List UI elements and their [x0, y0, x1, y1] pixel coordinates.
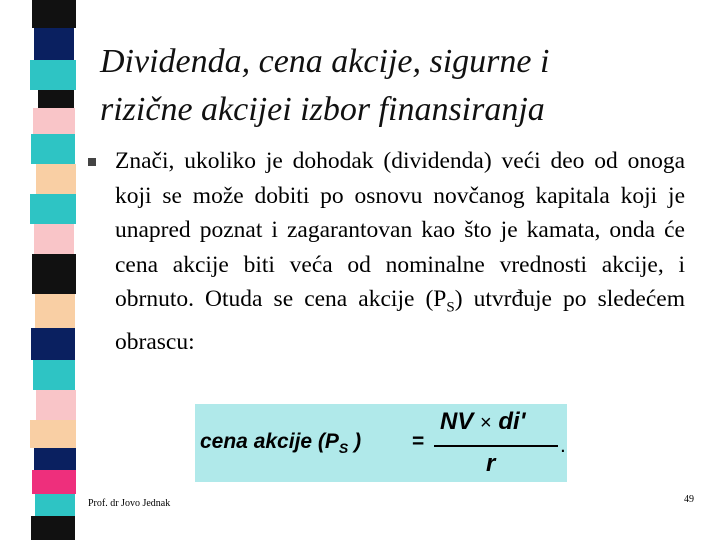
formula-lhs-text: cena akcije (P: [200, 430, 339, 453]
stock-price-formula: [200, 404, 570, 482]
formula-lhs-close: ): [348, 430, 362, 453]
bullet-text-end: ) utvrđuje po sledećem obrascu:: [115, 286, 685, 356]
footer-author: Prof. dr Jovo Jednak: [88, 498, 171, 509]
formula-equals: =: [412, 430, 425, 453]
slide-title-line-2: rizične akcijei izbor finansiranja: [100, 91, 545, 128]
formula-denominator: r: [486, 450, 496, 477]
formula-lhs-subscript: S: [338, 440, 349, 457]
formula-numerator: [440, 408, 525, 436]
slide-title: [100, 38, 700, 134]
decorative-stripe-bar: [0, 0, 80, 540]
formula-numerator-nv: NV: [440, 408, 474, 435]
bullet-text-main: Znači, ukoliko je dohodak (dividenda) veći deo od onoga koji se može dobiti po osnovu novčanog kapitala koji je unapred poznat i zagarantovan kao što je kamata, onda će cena akcije biti veća od nominalne vrednosti akcije, i obrnuto. Otuda se cena akcije (P: [115, 148, 685, 312]
formula-left-side: [200, 430, 361, 456]
bullet-subscript: S: [446, 299, 455, 316]
bullet-paragraph: [115, 144, 685, 360]
formula-fraction-line: [434, 445, 558, 447]
formula-end-dot: .: [560, 434, 566, 457]
formula-numerator-di: di': [498, 408, 526, 435]
formula-times-sign: ×: [480, 412, 492, 434]
page-number: 49: [684, 494, 694, 505]
slide-title-line-1: Dividenda, cena akcije, sigurne i: [100, 43, 550, 80]
stripe-pattern: [0, 0, 80, 540]
square-bullet-icon: [88, 158, 96, 166]
